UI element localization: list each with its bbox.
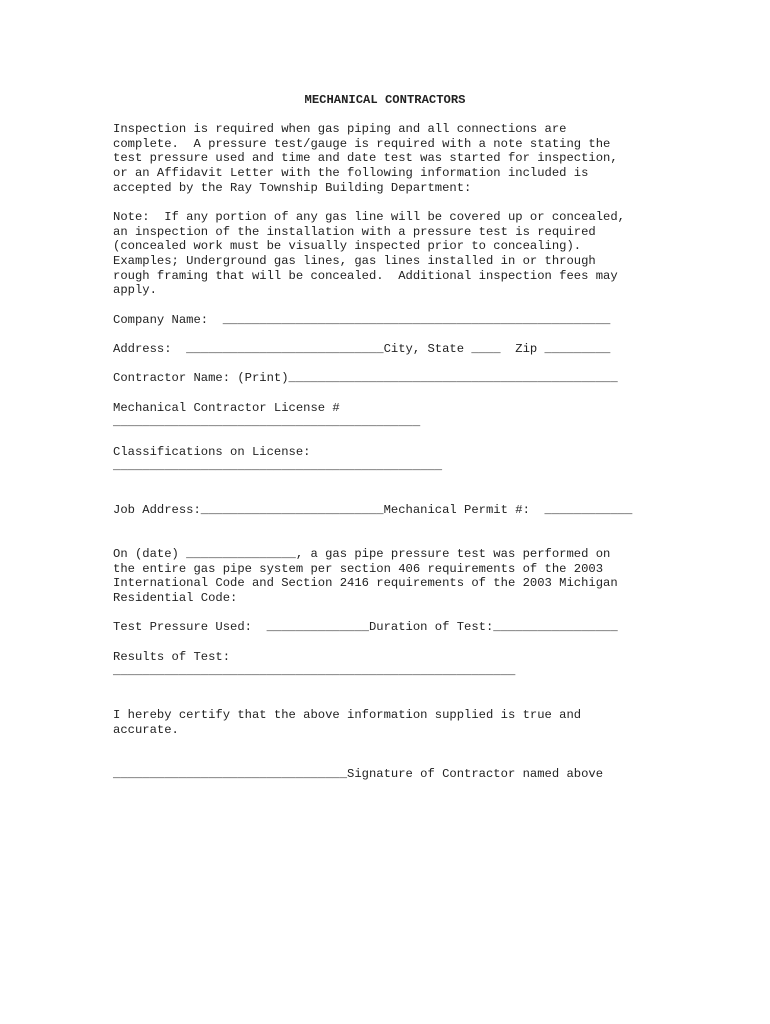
certify-line-1: I hereby certify that the above information supplied is true and [113, 708, 582, 722]
test-line-1: On (date) _______________, a gas pipe pressure test was performed on [113, 547, 611, 561]
certify-line-2: accurate. [113, 723, 179, 737]
note-line-1: Note: If any portion of any gas line will be covered up or concealed, [113, 210, 625, 224]
signature-field[interactable]: ________________________________Signature of Contractor named above [113, 767, 604, 781]
intro-line-1: Inspection is required when gas piping and all connections are [113, 122, 567, 136]
contractor-name-field[interactable]: Contractor Name: (Print)_____________________________________________ [113, 371, 618, 385]
note-line-4: Examples; Underground gas lines, gas lines installed in or through [113, 254, 596, 268]
test-line-2: the entire gas pipe system per section 406 requirements of the 2003 [113, 562, 604, 576]
test-pressure-field[interactable]: Test Pressure Used: ______________Duration of Test:_________________ [113, 620, 618, 634]
note-line-5: rough framing that will be concealed. Additional inspection fees may [113, 269, 618, 283]
license-field[interactable]: __________________________________________ [113, 415, 421, 429]
intro-line-5: accepted by the Ray Township Building Department: [113, 181, 472, 195]
address-field[interactable]: Address: ___________________________City, State ____ Zip _________ [113, 342, 611, 356]
classifications-field[interactable]: _____________________________________________ [113, 459, 443, 473]
results-label: Results of Test: [113, 650, 231, 664]
results-field[interactable]: _______________________________________________________ [113, 664, 516, 678]
note-line-6: apply. [113, 283, 157, 297]
intro-line-2: complete. A pressure test/gauge is required with a note stating the [113, 137, 611, 151]
note-line-3: (concealed work must be visually inspected prior to concealing). [113, 239, 582, 253]
test-line-4: Residential Code: [113, 591, 238, 605]
classifications-label: Classifications on License: [113, 445, 311, 459]
job-address-field[interactable]: Job Address:_________________________Mechanical Permit #: ____________ [113, 503, 633, 517]
company-name-field[interactable]: Company Name: _____________________________________________________ [113, 313, 611, 327]
document-title: MECHANICAL CONTRACTORS [304, 93, 466, 107]
license-label: Mechanical Contractor License # [113, 401, 340, 415]
test-line-3: International Code and Section 2416 requirements of the 2003 Michigan [113, 576, 618, 590]
note-line-2: an inspection of the installation with a pressure test is required [113, 225, 596, 239]
intro-line-4: or an Affidavit Letter with the following information included is [113, 166, 589, 180]
intro-line-3: test pressure used and time and date test was started for inspection, [113, 151, 618, 165]
